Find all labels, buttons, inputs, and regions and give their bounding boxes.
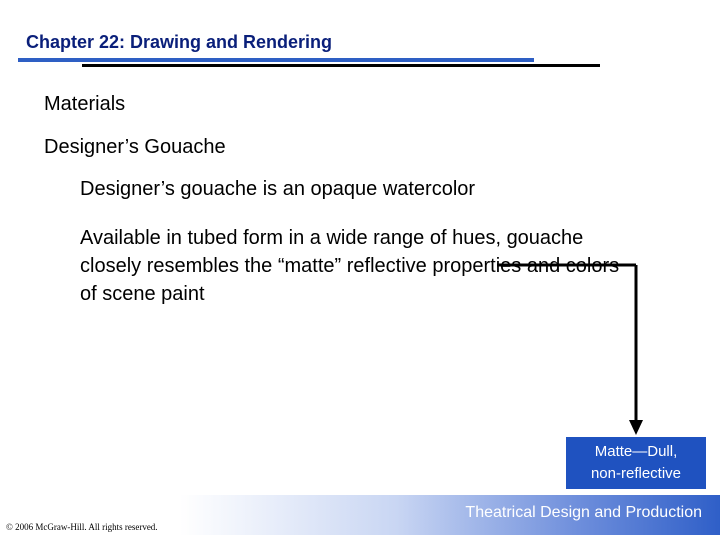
callout-line-2: non-reflective — [590, 465, 682, 482]
header-divider-blue — [18, 58, 534, 62]
callout-box — [566, 437, 706, 489]
copyright-notice: © 2006 McGraw-Hill. All rights reserved. — [6, 522, 158, 532]
bullet-item-2: Available in tubed form in a wide range of hues, gouache closely resembles the “matte” reflective properties and colors of scene paint — [80, 227, 620, 305]
bullet-item-1: Designer’s gouache is an opaque watercolor — [80, 178, 476, 200]
slide-header-title: Chapter 22: Drawing and Rendering — [26, 32, 333, 52]
callout-line-1: Matte—Dull, — [594, 443, 678, 460]
footer-book-title: Theatrical Design and Production — [465, 504, 702, 521]
section-heading: Materials — [44, 93, 126, 115]
header-divider-black — [82, 64, 600, 67]
subsection-heading: Designer’s Gouache — [44, 136, 226, 158]
